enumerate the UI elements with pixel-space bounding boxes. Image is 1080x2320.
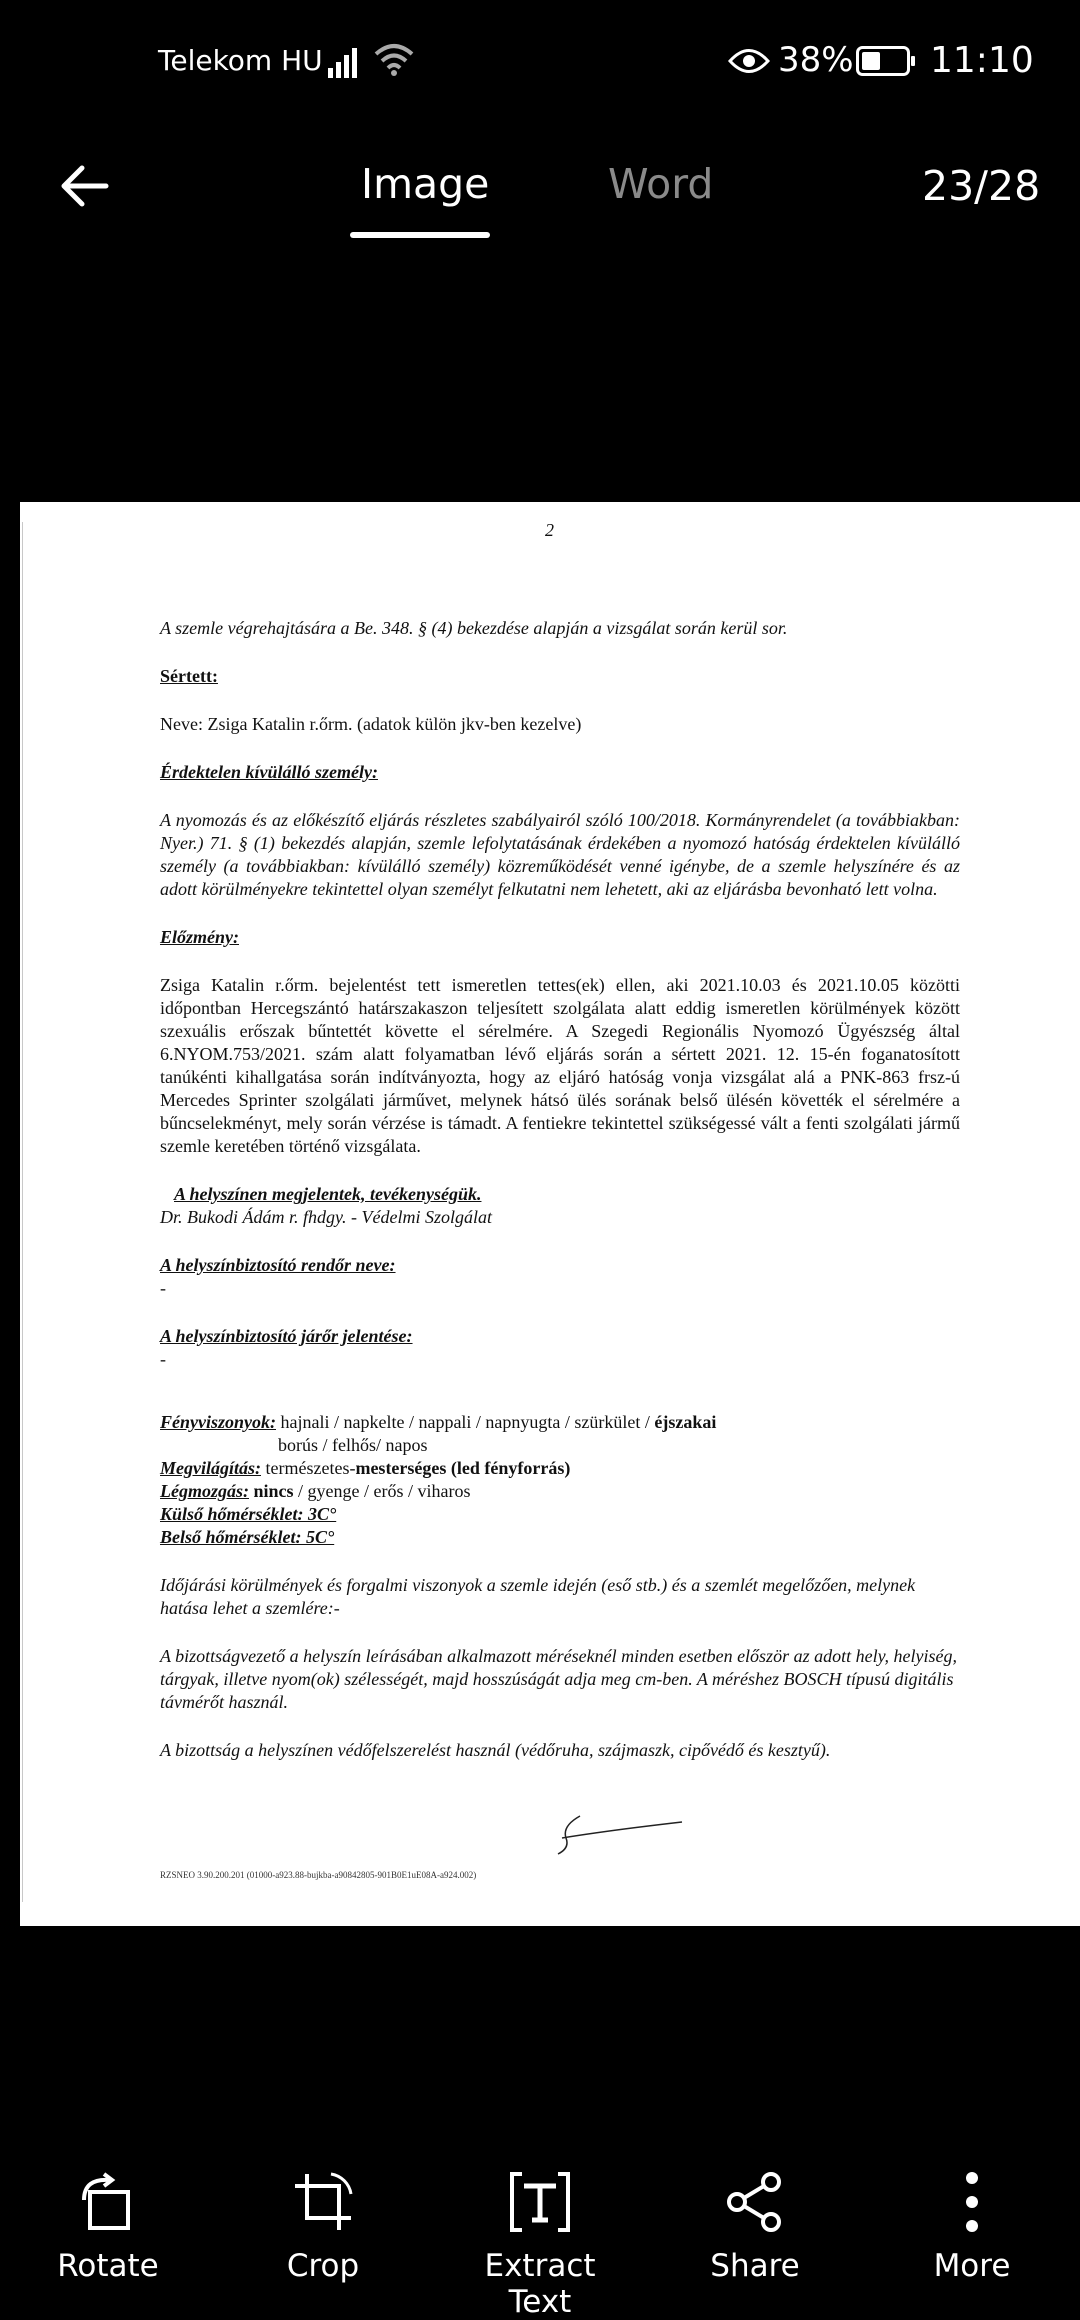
fenyviszonyok-line-2: borús / felhős/ napos [278, 1435, 428, 1455]
crop-button[interactable] [253, 2170, 393, 2284]
victim-name-line: Neve: Zsiga Katalin r.őrm. (adatok külön jkv-ben kezelve) [160, 714, 582, 734]
clock: 11:10 [930, 40, 1034, 81]
extract-text-icon [508, 2170, 572, 2234]
megjelentek-line: Dr. Bukodi Ádám r. fhdgy. - Védelmi Szolgálat [160, 1207, 492, 1227]
heading-megjelentek: A helyszínen megjelentek, tevékenységük. [174, 1184, 482, 1204]
active-tab-indicator [350, 232, 490, 238]
megvilagitas-line: Megvilágítás: természetes-mesterséges (led fényforrás) [160, 1458, 571, 1478]
kulso-homerseklet: Külső hőmérséklet: 3C° [160, 1504, 337, 1524]
page-number: 2 [545, 520, 554, 540]
tab-image[interactable]: Image [361, 160, 490, 208]
bizottsag-paragraph-1: A bizottságvezető a helyszín leírásában alkalmazott méréseknél minden esetben először az adott hely, helyiség, tárgyak, illetve nyom(ok) szélességét, majd hosszúságát adja meg cm-ben. A méréshez BOSCH típusú digitális távmérőt használ. [160, 1646, 958, 1712]
more-button[interactable] [902, 2170, 1042, 2284]
battery-percent: 38% [778, 40, 854, 80]
page-edge-line [22, 522, 23, 1902]
heading-jaror: A helyszínbiztosító járőr jelentése: [160, 1326, 413, 1346]
jaror-value: - [160, 1349, 166, 1369]
handwritten-signature [552, 1808, 692, 1858]
intro-line: A szemle végrehajtására a Be. 348. § (4) bekezdése alapján a vizsgálat során kerül sor. [160, 618, 788, 638]
rendor-value: - [160, 1278, 166, 1298]
erdektelen-paragraph: A nyomozás és az előkészítő eljárás részletes szabályairól szóló 100/2018. Kormányrendelet (a továbbiakban: Nyer.) 71. § (1) bekezdés alapján, szemle lefolytatásának érdekében a nyomozó hatóság érdektelen kívülálló személy (a továbbiakban: kívülálló személy) közreműködését venné igénybe, de a szemle helyszínére és az adott körülményekre tekintettel olyan személyt felkutatni nem lehetett, aki az eljárásba bevonható lett volna. [160, 810, 960, 899]
battery-icon [856, 46, 916, 76]
fenyviszonyok-line: Fényviszonyok: hajnali / napkelte / nappali / napnyugta / szürkület / éjszakai [160, 1412, 717, 1432]
carrier-name: Telekom HU [158, 44, 323, 77]
more-label: More [933, 2248, 1011, 2284]
rotate-button[interactable] [38, 2170, 178, 2284]
document-footer-code: RZSNEO 3.90.200.201 (01000-a923.88-bujkba-a90842805-901B0E1uE08A-a924.002) [160, 1870, 477, 1880]
bizottsag-paragraph-2: A bizottság a helyszínen védőfelszerelést használ (védőruha, szájmaszk, cipővédő és kesztyű). [160, 1740, 831, 1760]
legmozgas-line: Légmozgás: nincs / gyenge / erős / viharos [160, 1481, 471, 1501]
elozmeny-paragraph: Zsiga Katalin r.őrm. bejelentést tett ismeretlen tettes(ek) ellen, aki 2021.10.03 és 2021.10.05 közötti időpontban Hercegszántó határszakaszon teljesített szolgálata alatt eddig ismeretlen körülmények között szexuális erőszak bűntettét követte el sérelmére. A Szegedi Regionális Nyomozó Ügyészség által 6.NYOM.753/2021. szám alatt folyamatban lévő eljárás során a sértett 2021. 12. 15-én foganatosított tanúkénti kihallgatása során indítványozta, hogy az eljáró hatóság vonja vizsgálat alá a PNK-863 frsz-ú Mercedes Sprinter szolgálati járművet, melynek hátsó ülés sorának belső ülésén követték el sérelmére a bűncselekményt, mely során vérzése is támadt. A fentiekre tekintettel szükségessé vált a fenti szolgálati jármű szemle keretében történő vizsgálata. [160, 975, 960, 1156]
signal-icon [328, 44, 364, 78]
belso-homerseklet: Belső hőmérséklet: 5C° [160, 1527, 335, 1547]
document-text [160, 617, 960, 1762]
extract-text-button[interactable] [470, 2170, 610, 2320]
more-icon [940, 2170, 1004, 2234]
wifi-icon [374, 42, 414, 78]
extract-text-label: Extract Text [484, 2248, 596, 2320]
page-counter: 23/28 [922, 162, 1041, 210]
crop-icon [291, 2170, 355, 2234]
heading-erdektelen: Érdektelen kívülálló személy: [160, 762, 378, 782]
share-label: Share [710, 2248, 800, 2284]
status-bar [0, 0, 1080, 126]
back-arrow-icon[interactable] [56, 158, 112, 214]
eye-comfort-icon [728, 46, 770, 76]
rotate-icon [76, 2170, 140, 2234]
document-page-image[interactable] [20, 502, 1080, 1926]
crop-label: Crop [286, 2248, 360, 2284]
heading-rendor: A helyszínbiztosító rendőr neve: [160, 1255, 396, 1275]
idojaras-paragraph: Időjárási körülmények és forgalmi viszonyok a szemle idején (eső stb.) és a szemlét megelőzően, melynek hatása lehet a szemlére:- [160, 1575, 916, 1618]
tab-word[interactable]: Word [608, 160, 714, 208]
share-icon [723, 2170, 787, 2234]
rotate-label: Rotate [57, 2248, 159, 2284]
heading-elozmeny: Előzmény: [160, 927, 239, 947]
heading-sertett: Sértett: [160, 666, 218, 686]
share-button[interactable] [685, 2170, 825, 2284]
